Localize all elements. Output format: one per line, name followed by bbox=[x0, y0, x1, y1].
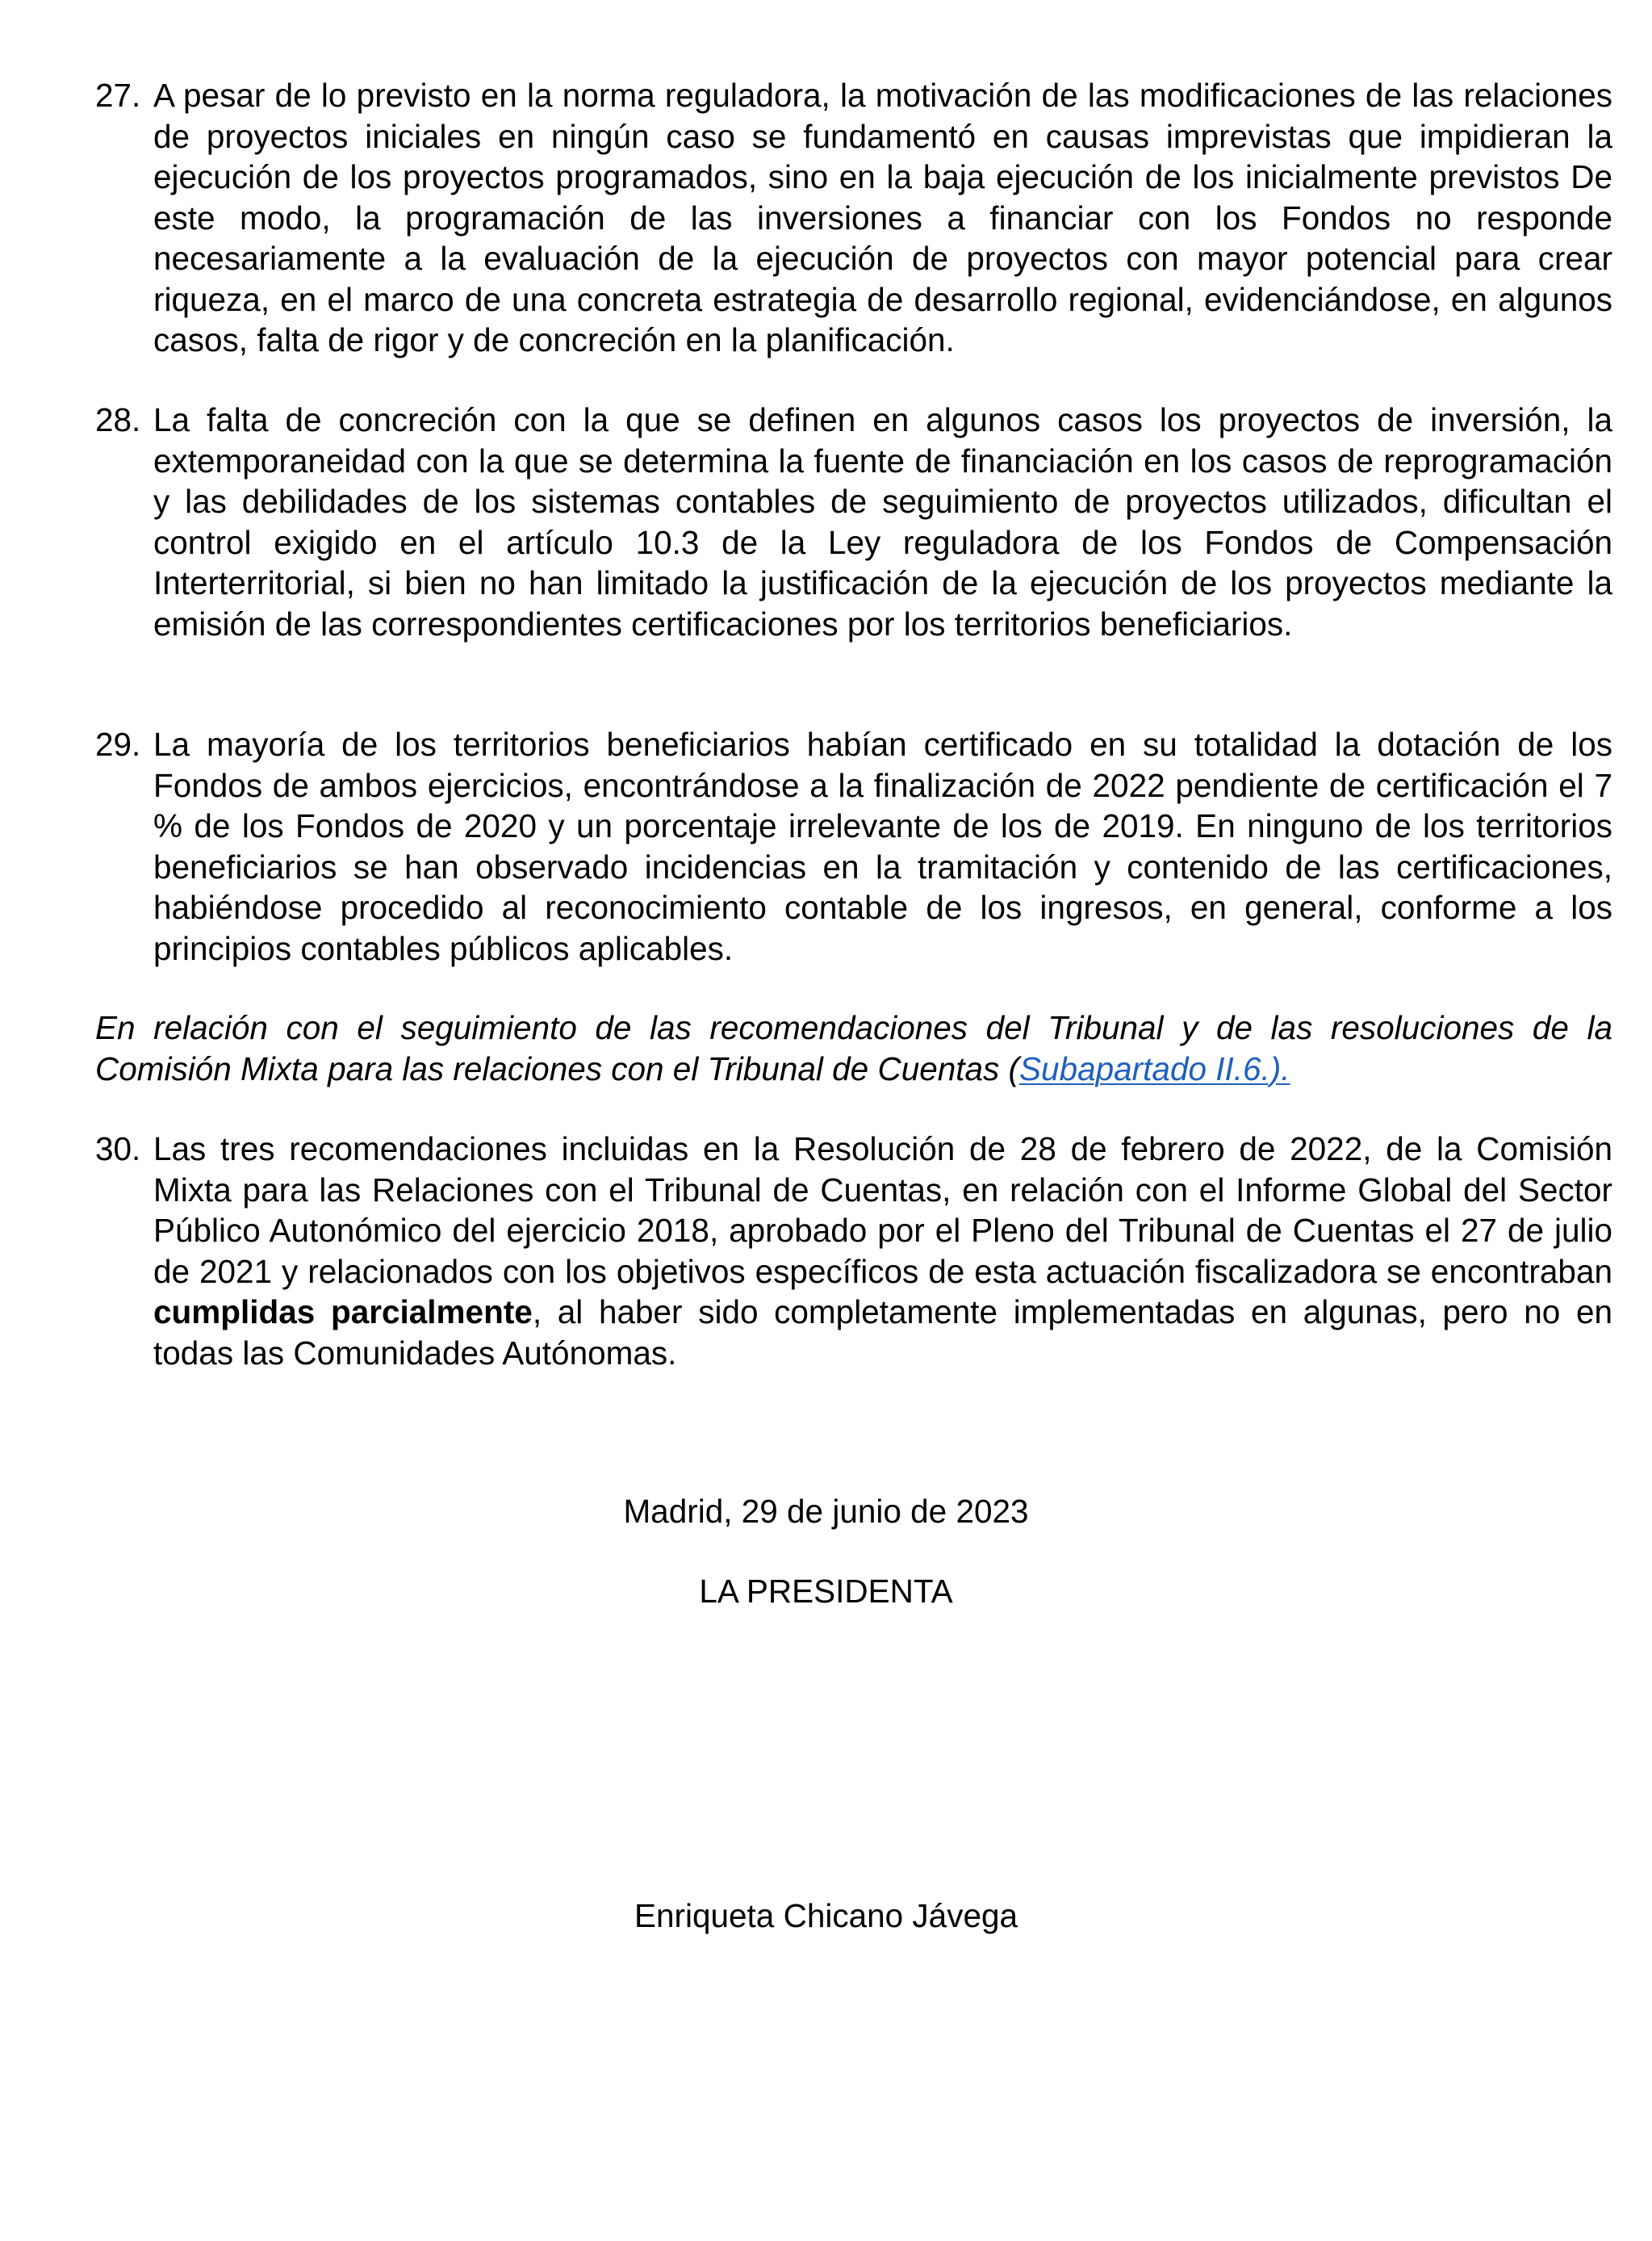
paragraph-29 bbox=[95, 724, 1612, 969]
section-intro-text: En relación con el seguimiento de las recomendaciones del Tribunal y de las resoluciones de la Comisión Mixta para las relaciones con el Tribunal de Cuentas ( bbox=[95, 1009, 1612, 1087]
paragraph-30 bbox=[95, 1129, 1612, 1373]
paragraph-number: 30. bbox=[95, 1130, 141, 1167]
bold-emphasis: cumplidas parcialmente bbox=[153, 1293, 533, 1330]
paragraph-number: 27. bbox=[95, 77, 141, 114]
paragraph-number: 28. bbox=[95, 401, 141, 438]
signatory-title: LA PRESIDENTA bbox=[699, 1573, 953, 1610]
paragraph-text: La mayoría de los territorios beneficiarios habían certificado en su totalidad la dotación de los Fondos de ambos ejercicios, encontrándose a la finalización de 2022 pendiente de certificación el 7 % de los Fondos de 2020 y un porcentaje irrelevante de los de 2019. En ninguno de los territorios beneficiarios se han observado incidencias en la tramitación y contenido de las certificaciones, habiéndose procedido al reconocimiento contable de los ingresos, en general, conforme a los principios contables públicos aplicables. bbox=[153, 726, 1612, 967]
signatory-name: Enriqueta Chicano Jávega bbox=[634, 1897, 1018, 1934]
paragraph-number: 29. bbox=[95, 726, 141, 763]
paragraph-text: La falta de concreción con la que se definen en algunos casos los proyectos de inversión, la extemporaneidad con la que se determina la fuente de financiación en los casos de reprogramación y las debilidades de los sistemas contables de seguimiento de proyectos utilizados, dificultan el control exigido en el artículo 10.3 de la Ley reguladora de los Fondos de Compensación Interterritorial, si bien no han limitado la justificación de la ejecución de los proyectos mediante la emisión de las correspondientes certificaciones por los territorios beneficiarios. bbox=[153, 401, 1612, 643]
paragraph-28 bbox=[95, 400, 1612, 644]
subsection-link[interactable]: Subapartado II.6.). bbox=[1019, 1049, 1290, 1087]
paragraph-text-end: , al haber sido completamente implementadas en algunas, pero no en todas las Comunidades Autónomas. bbox=[153, 1293, 1612, 1372]
paragraph-text bbox=[153, 1129, 1612, 1373]
paragraph-text-start: Las tres recomendaciones incluidas en la Resolución de 28 de febrero de 2022, de la Comisión Mixta para las Relaciones con el Tribunal de Cuentas, en relación con el Informe Global del Sector Público Autonómico del ejercicio 2018, aprobado por el Pleno del Tribunal de Cuentas el 27 de julio de 2021 y relacionados con los objetivos específicos de esta actuación fiscalizadora se encontraban bbox=[153, 1130, 1612, 1290]
paragraph-27 bbox=[95, 75, 1612, 361]
paragraph-text: A pesar de lo previsto en la norma reguladora, la motivación de las modificaciones de las relaciones de proyectos iniciales en ningún caso se fundamentó en causas imprevistas que impidieran la ejecución de los proyectos programados, sino en la baja ejecución de los inicialmente previstos De este modo, la programación de las inversiones a financiar con los Fondos no responde necesariamente a la evaluación de la ejecución de proyectos con mayor potencial para crear riqueza, en el marco de una concreta estrategia de desarrollo regional, evidenciándose, en algunos casos, falta de rigor y de concreción en la planificación. bbox=[153, 77, 1612, 358]
place-date: Madrid, 29 de junio de 2023 bbox=[623, 1493, 1029, 1530]
section-intro bbox=[95, 1007, 1612, 1089]
